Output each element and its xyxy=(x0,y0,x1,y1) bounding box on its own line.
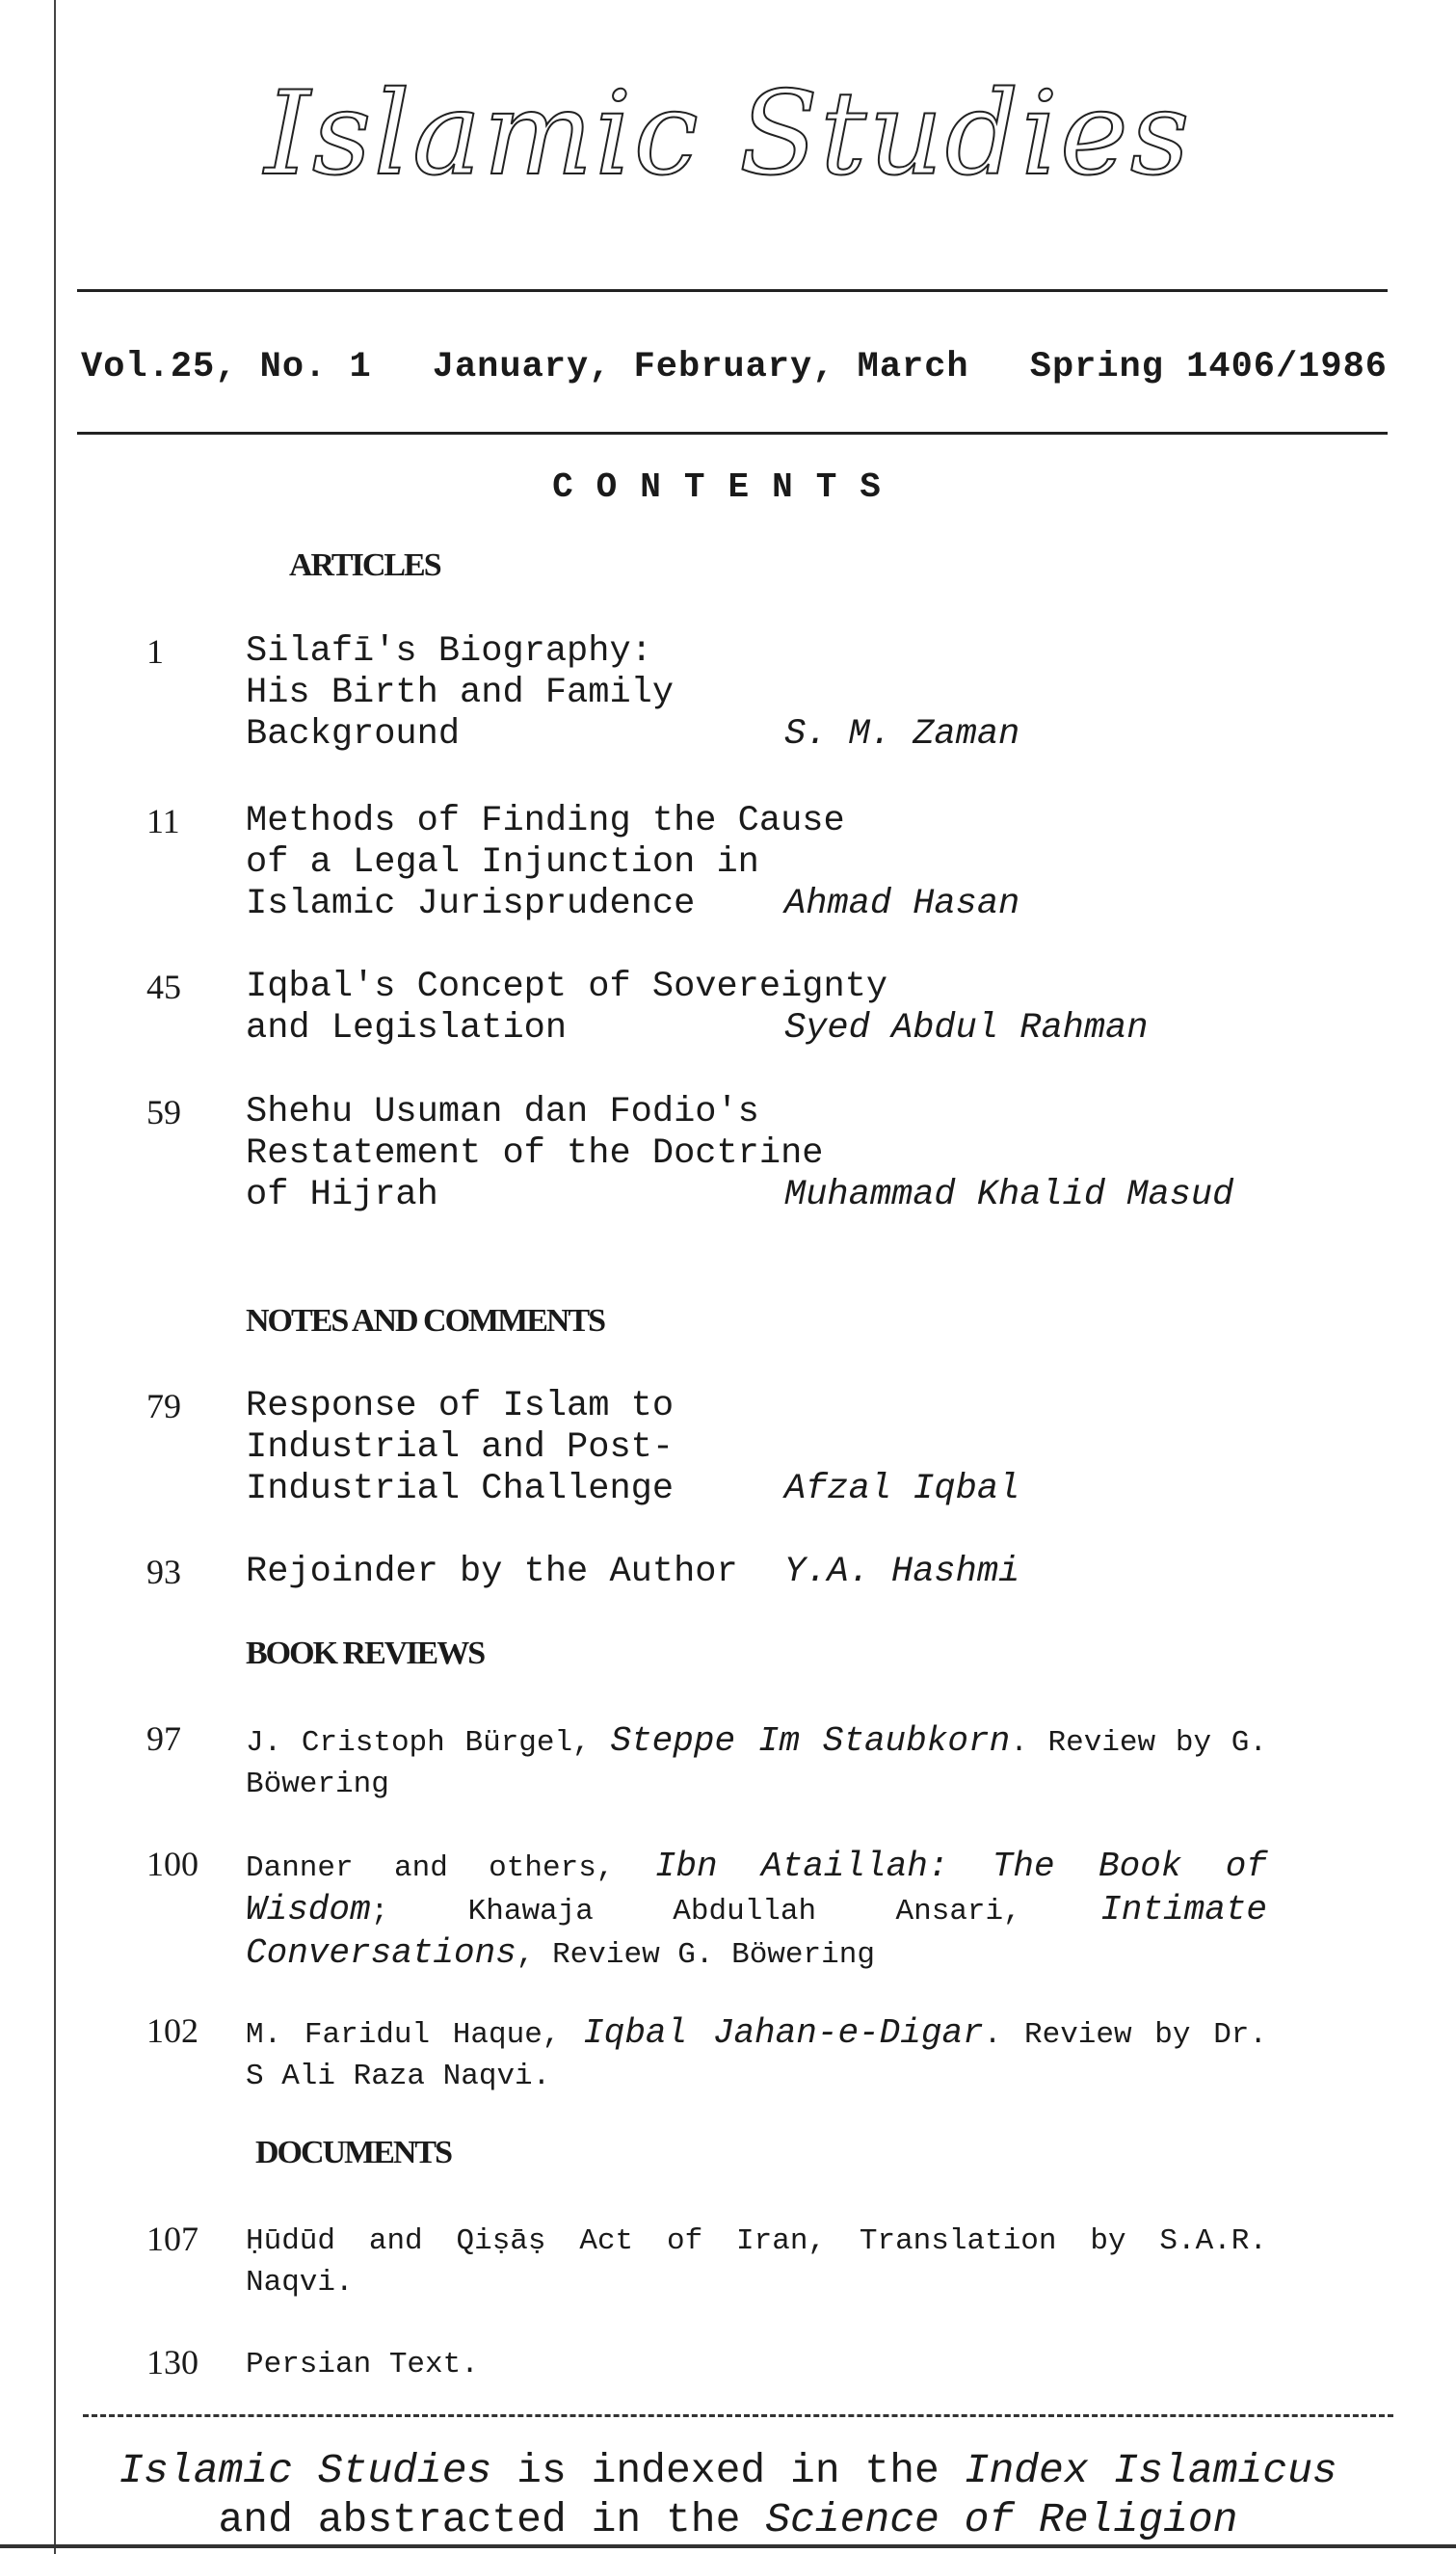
journal-title: Islamic Studies xyxy=(264,67,1192,201)
review-text: . Review by Dr. S Ali Raza Naqvi. xyxy=(246,2018,1268,2093)
issue-season: Spring 1406/1986 xyxy=(1029,347,1388,387)
review-text: J. Cristoph Bürgel, xyxy=(246,1726,611,1760)
page-number: 102 xyxy=(146,2011,199,2050)
review-book-title: Intimate Conversations xyxy=(246,1890,1267,1973)
entry-author: Afzal Iqbal xyxy=(784,1469,1020,1509)
review-text: , Review G. Böwering xyxy=(516,1938,875,1972)
page-number: 97 xyxy=(146,1719,181,1758)
review-citation xyxy=(246,2012,1267,2097)
document-citation: Ḥūdūd and Qiṣāṣ Act of Iran, Translation by S.A.R. Naqvi. xyxy=(246,2224,1267,2300)
entry-title: Shehu Usuman dan Fodio's Restatement of the Doctrine of Hijrah xyxy=(246,1092,824,1215)
entry-title: Rejoinder by the Author xyxy=(246,1552,738,1592)
page-number: 45 xyxy=(146,968,181,1006)
issue-months: January, February, March xyxy=(432,347,969,387)
entry-author: Muhammad Khalid Masud xyxy=(784,1175,1234,1215)
top-rule xyxy=(77,289,1388,292)
section-documents-heading: DOCUMENTS xyxy=(255,2135,452,2170)
entry-author: S. M. Zaman xyxy=(784,714,1020,755)
footer-text: and abstracted in the xyxy=(218,2496,766,2543)
review-text: Danner and others, xyxy=(246,1851,655,1885)
footer-line-1 xyxy=(0,2446,1456,2495)
footer-journal-name: Islamic Studies xyxy=(119,2447,492,2494)
footer-index-name: Index Islamicus xyxy=(964,2447,1337,2494)
contents-heading: CONTENTS xyxy=(552,467,904,507)
volume-number: Vol.25, No. 1 xyxy=(81,347,372,387)
review-citation xyxy=(246,1846,1267,1976)
review-text: M. Faridul Haque, xyxy=(246,2018,584,2052)
entry-title: Silafī's Biography: His Birth and Family Background xyxy=(246,631,675,755)
page-number: 1 xyxy=(146,632,164,671)
entry-author: Syed Abdul Rahman xyxy=(784,1008,1149,1049)
page-number: 130 xyxy=(146,2343,199,2381)
footer-dashed-rule xyxy=(83,2414,1393,2417)
entry-author: Ahmad Hasan xyxy=(784,884,1020,924)
page-number: 107 xyxy=(146,2220,199,2258)
section-reviews-heading: BOOK REVIEWS xyxy=(246,1636,485,1671)
bottom-edge-line xyxy=(0,2544,1456,2548)
page-number: 100 xyxy=(146,1845,199,1883)
issue-rule xyxy=(77,432,1388,435)
page-number: 79 xyxy=(146,1387,181,1425)
left-margin-line xyxy=(54,0,56,2554)
review-book-title: Ibn Ataillah: The Book of Wisdom xyxy=(246,1847,1267,1929)
section-notes-heading: NOTES AND COMMENTS xyxy=(246,1303,605,1339)
footer-text: is indexed in the xyxy=(491,2447,965,2494)
section-articles-heading: ARTICLES xyxy=(289,547,440,583)
footer-abstract-name: Science of Religion xyxy=(765,2496,1238,2543)
document-citation: Persian Text. xyxy=(246,2348,479,2381)
review-citation xyxy=(246,1720,1267,1805)
page-number: 11 xyxy=(146,802,180,840)
review-text: . Review by G. Böwering xyxy=(246,1726,1268,1801)
entry-author: Y.A. Hashmi xyxy=(784,1552,1020,1592)
entry-title: Methods of Finding the Cause of a Legal Injunction in Islamic Jurisprudence xyxy=(246,801,845,924)
entry-title: Iqbal's Concept of Sovereignty and Legislation xyxy=(246,967,888,1049)
issue-line xyxy=(81,347,1388,387)
page-number: 93 xyxy=(146,1553,181,1591)
footer-line-2 xyxy=(0,2495,1456,2544)
review-book-title: Iqbal Jahan-e-Digar xyxy=(583,2013,984,2053)
entry-title: Response of Islam to Industrial and Post- Industrial Challenge xyxy=(246,1386,675,1509)
review-text: ; Khawaja Abdullah Ansari, xyxy=(370,1895,1101,1929)
page-number: 59 xyxy=(146,1093,181,1131)
footer-note xyxy=(0,2446,1456,2544)
review-book-title: Steppe Im Staubkorn xyxy=(610,1721,1011,1761)
